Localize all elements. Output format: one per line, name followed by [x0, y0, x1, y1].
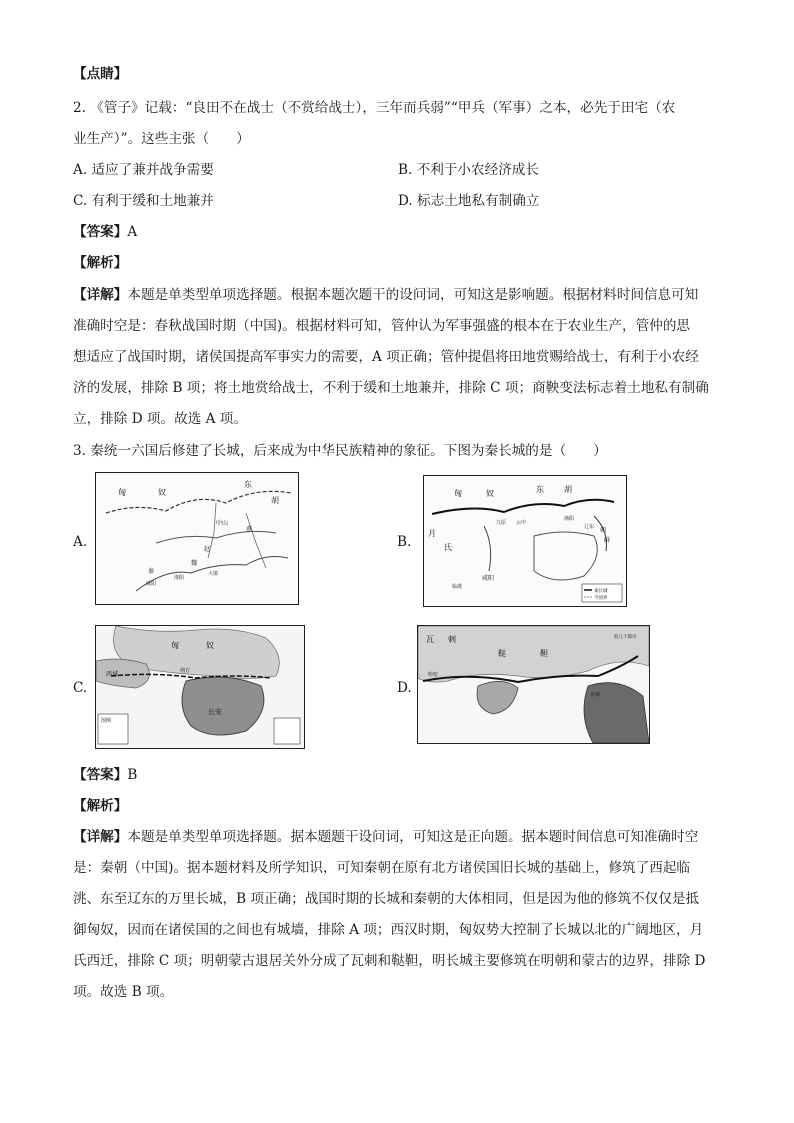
map-c-label-5: 朔方 [180, 668, 191, 674]
map-c-label-1: 匈 [171, 641, 179, 650]
q2-option-c: C. 有利于缓和土地兼并 [73, 193, 214, 209]
q2-detail-line3: 想适应了战国时期，诸侯国提高军事实力的需要，A 项正确；管仲提倡将田地赏赐给战士，有利于小农经 [73, 349, 699, 365]
q2-stem-line1: 2. 《管子》记载：“良田不在战士（不赏给战士），三年而兵弱”“甲兵（军事）之本，必先于田宅（农 [73, 100, 676, 116]
map-d-label-5: 哈密 [428, 672, 439, 678]
q2-detail-tag: 【详解】 [73, 287, 128, 303]
map-d-label-2: 剌 [448, 635, 456, 644]
q3-detail-line4: 御匈奴，因而在诸侯国的之间也有城墙，排除 A 项；西汉时期，匈奴势大控制了长城以北的广阔地区，月 [73, 922, 704, 938]
map-c-inset [274, 718, 300, 744]
section-tag-dianjing: 【点睛】 [73, 66, 128, 82]
map-a-label-7: 赵 [204, 546, 211, 553]
q2-answer-value: A [127, 224, 138, 240]
map-a-label-10: 咸阳 [146, 581, 157, 587]
map-a-figure [96, 473, 298, 604]
map-d-label-1: 瓦 [426, 635, 434, 644]
map-b-label-9: 渔阳 [564, 516, 575, 522]
map-a-label-9: 秦 [148, 568, 155, 575]
map-a-label-1: 匈 [118, 488, 126, 497]
map-a-label-2: 奴 [158, 488, 166, 497]
map-c-figure [96, 626, 304, 748]
q3-map-label-b: B. [397, 534, 412, 550]
q3-map-b [423, 475, 627, 607]
map-d-figure [418, 626, 649, 743]
q2-detail-line4: 济的发展，排除 B 项；将土地赏给战士，不利于缓和土地兼并，排除 C 项；商鞅变法标志着土地私有制确 [73, 380, 709, 396]
map-a-label-11: 洛阳 [174, 575, 185, 581]
q3-analysis-tag: 【解析】 [73, 798, 128, 814]
map-b-legend-1: 秦长城 [594, 589, 608, 594]
q3-map-d [417, 625, 650, 744]
map-a-label-5: 中山 [216, 520, 229, 527]
q2-answer-row [73, 222, 137, 242]
q2-option-b: B. 不利于小农经济成长 [398, 162, 539, 178]
map-b-label-11: 朝 [600, 527, 607, 534]
map-b-label-10: 辽东 [584, 524, 595, 530]
q2-detail-text1: 本题是单类型单项选择题。根据本题次题干的设问词，可知这是影响题。根据材料时间信息可知 [127, 287, 699, 303]
map-a-label-12: 大梁 [208, 571, 219, 577]
map-b-label-2: 奴 [486, 489, 494, 498]
map-b-label-7: 九原 [496, 520, 507, 526]
q3-detail-line5: 氏西迁，排除 C 项；明朝蒙古退居关外分成了瓦刺和鞑靼，明长城主要修筑在明朝和蒙古的边界，排除 D [73, 953, 706, 969]
q3-stem: 3. 秦统一六国后修建了长城，后来成为中华民族精神的象征。下图为秦长城的是（ ） [73, 443, 607, 459]
q3-answer-row [73, 765, 137, 785]
q3-map-c [95, 625, 305, 749]
q3-detail-line6: 项。故选 B 项。 [73, 984, 174, 1000]
q3-map-label-c: C. [73, 680, 88, 696]
q3-answer-value: B [127, 767, 138, 783]
map-b-figure [424, 476, 626, 606]
q2-stem-line2: 业生产）”。这些主张（ ） [73, 131, 250, 147]
q2-analysis-tag: 【解析】 [73, 255, 128, 271]
map-c-legend-title: 图例 [101, 718, 112, 724]
map-a-label-6: 燕 [246, 526, 253, 533]
map-b-label-6: 氏 [444, 543, 452, 552]
map-b-label-3: 东 [536, 485, 544, 494]
q2-detail-line2: 准确时空是：春秋战国时期（中国)。根据材料可知，管仲认为军事强盛的根本在于农业生产，管仲的思 [73, 318, 691, 334]
q2-answer-tag: 【答案】 [73, 224, 128, 240]
map-d-label-6: 京师 [590, 692, 601, 698]
map-d-label-7: 奴儿干都司 [614, 635, 637, 640]
q3-detail-line2: 是：秦朝（中国)。据本题材料及所学知识，可知秦朝在原有北方诸侯国旧长城的基础上，修筑了西起临 [73, 860, 691, 876]
q3-detail-tag: 【详解】 [73, 829, 128, 845]
q3-answer-tag: 【答案】 [73, 767, 128, 783]
q2-detail-line1 [73, 285, 698, 305]
q2-option-d: D. 标志土地私有制确立 [398, 193, 540, 209]
q2-option-a: A. 适应了兼并战争需要 [73, 162, 214, 178]
map-b-legend-2: 今国界 [594, 596, 608, 601]
map-d-label-4: 靼 [540, 649, 548, 658]
map-a-label-4: 胡 [271, 496, 279, 505]
map-b-label-5: 月 [428, 529, 436, 538]
q3-detail-text1: 本题是单类型单项选择题。据本题题干设问词，可知这是正向题。据本题时间信息可知准确时空 [127, 829, 699, 845]
map-c-label-4: 长安 [208, 708, 222, 716]
map-b-label-13: 咸阳 [482, 575, 495, 582]
map-c-label-2: 奴 [206, 641, 214, 650]
map-a-label-3: 东 [244, 480, 252, 489]
q3-map-label-d: D. [397, 680, 412, 696]
map-b-label-4: 胡 [564, 485, 572, 494]
map-d-label-3: 鞑 [498, 649, 506, 658]
q3-detail-line3: 洮、东至辽东的万里长城，B 项正确；战国时期的长城和秦朝的大体相同，但是因为他的修筑不仅仅是抵 [73, 891, 700, 907]
map-c-label-3: 西域 [106, 671, 119, 678]
map-a-label-8: 魏 [191, 560, 198, 567]
q3-map-label-a: A. [73, 534, 88, 550]
q2-detail-line5: 立，排除 D 项。故选 A 项。 [73, 411, 247, 427]
map-b-label-8: 云中 [516, 520, 527, 526]
map-b-label-1: 匈 [454, 489, 462, 498]
map-b-label-12: 鲜 [604, 537, 611, 544]
q3-detail-line1 [73, 827, 698, 847]
map-b-label-14: 临洮 [452, 584, 463, 590]
q3-map-a [95, 472, 299, 605]
